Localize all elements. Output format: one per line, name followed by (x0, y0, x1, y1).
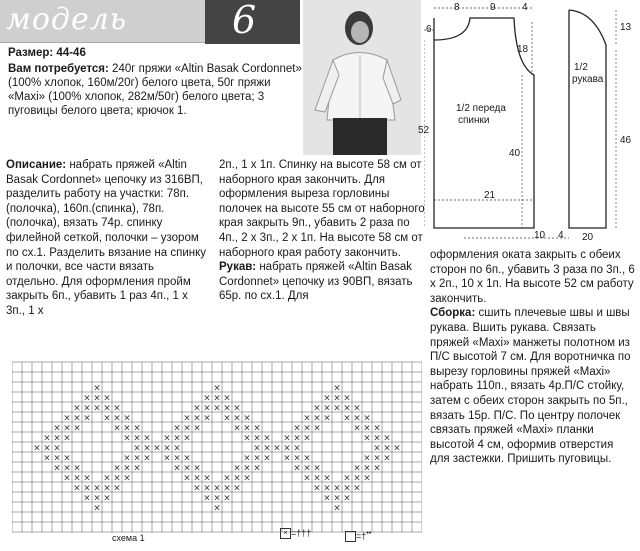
chart-cross-mark: × (333, 493, 341, 504)
chart-cross-mark: × (63, 423, 71, 434)
dim-40: 40 (509, 148, 521, 159)
chart-cross-mark: × (83, 483, 91, 494)
chart-cross-mark: × (353, 403, 361, 414)
description-column (6, 158, 209, 319)
chart-cross-mark: × (303, 473, 311, 484)
chart-cross-mark: × (323, 483, 331, 494)
chart-cross-mark: × (373, 433, 381, 444)
chart-cross-mark: × (183, 453, 191, 464)
chart-cross-mark: × (203, 483, 211, 494)
chart-cross-mark: × (253, 433, 261, 444)
chart-cross-mark: × (173, 463, 181, 474)
chart-cross-mark: × (273, 443, 281, 454)
chart-cross-mark: × (233, 403, 241, 414)
chart-cross-mark: × (313, 413, 321, 424)
chart-cross-mark: × (253, 453, 261, 464)
chart-cross-mark: × (323, 413, 331, 424)
chart-cross-mark: × (193, 463, 201, 474)
chart-cross-mark: × (183, 473, 191, 484)
model-title: модель (6, 2, 128, 37)
chart-cross-mark: × (303, 463, 311, 474)
chart-cross-mark: × (173, 453, 181, 464)
chart-cross-mark: × (93, 383, 101, 394)
chart-cross-mark: × (363, 433, 371, 444)
chart-cross-mark: × (83, 393, 91, 404)
chart-cross-mark: × (203, 413, 211, 424)
chart-cross-mark: × (63, 433, 71, 444)
chart-cross-mark: × (213, 383, 221, 394)
chart-cross-mark: × (53, 423, 61, 434)
chart-cross-mark: × (263, 453, 271, 464)
chart-cross-mark: × (343, 403, 351, 414)
chart-cross-mark: × (133, 443, 141, 454)
chart-cross-mark: × (183, 433, 191, 444)
size-line: Размер: 44-46 (8, 47, 86, 59)
chart-cross-mark: × (193, 423, 201, 434)
chart-cross-mark: × (383, 453, 391, 464)
body-label-2: спинки (458, 115, 490, 126)
chart-cross-mark: × (353, 463, 361, 474)
chart-cross-mark: × (113, 483, 121, 494)
chart-cross-mark: × (363, 463, 371, 474)
chart-cross-mark: × (113, 403, 121, 414)
chart-caption: схема 1 (112, 533, 145, 543)
chart-cross-mark: × (113, 423, 121, 434)
sleeve-label-1: 1/2 (574, 62, 588, 73)
chart-cross-mark: × (243, 413, 251, 424)
body-label-1: 1/2 переда (456, 103, 506, 114)
chart-cross-mark: × (73, 483, 81, 494)
sleeve-text: набрать пряжей «Altin Basak Cordonnet» цепочку из 90ВП, вязать 65р. по сх.1. Для (219, 261, 413, 303)
chart-cross-mark: × (43, 443, 51, 454)
chart-cross-mark: × (123, 433, 131, 444)
chart-cross-mark: × (353, 473, 361, 484)
chart-cross-mark: × (293, 463, 301, 474)
chart-cross-mark: × (193, 473, 201, 484)
chart-cross-mark: × (343, 413, 351, 424)
dim-21: 21 (484, 190, 496, 201)
chart-cross-mark: × (373, 453, 381, 464)
chart-cross-mark: × (93, 393, 101, 404)
chart-cross-mark: × (323, 493, 331, 504)
chart-cross-mark: × (253, 423, 261, 434)
chart-cross-mark: × (233, 413, 241, 424)
chart-cross-mark: × (323, 393, 331, 404)
chart-cross-mark: × (313, 483, 321, 494)
chart-cross-mark: × (233, 463, 241, 474)
dim-20: 20 (582, 232, 594, 243)
chart-cross-mark: × (163, 453, 171, 464)
chart-cross-mark: × (373, 443, 381, 454)
chart-cross-mark: × (353, 423, 361, 434)
chart-cross-mark: × (193, 483, 201, 494)
chart-cross-mark: × (243, 453, 251, 464)
chart-cross-mark: × (333, 403, 341, 414)
chart-cross-mark: × (73, 403, 81, 414)
chart-cross-mark: × (143, 443, 151, 454)
chart-cross-mark: × (43, 433, 51, 444)
middle-text: 2п., 1 х 1п. Спинку на высоте 58 см от наборного края закончить. Для оформления выреза горловины полочек на высоте 55 см от наборного края закрыть 9п., убавить 2 раза по 4п., 2 х 3п., 2 х 1п. На высоте 58 см от наборного края работу закончить. (219, 159, 425, 259)
chart-cross-mark: × (133, 463, 141, 474)
legend-empty-icon (345, 531, 356, 542)
chart-cross-mark: × (63, 463, 71, 474)
chart-cross-mark: × (143, 453, 151, 464)
chart-cross-mark: × (213, 483, 221, 494)
chart-cross-mark: × (173, 443, 181, 454)
chart-cross-mark: × (233, 483, 241, 494)
chart-cross-mark: × (333, 483, 341, 494)
chart-cross-mark: × (303, 413, 311, 424)
chart-cross-mark: × (213, 403, 221, 414)
chart-cross-mark: × (323, 403, 331, 414)
chart-cross-mark: × (233, 473, 241, 484)
chart-cross-mark: × (133, 433, 141, 444)
chart-cross-mark: × (263, 433, 271, 444)
legend-cross-text: =††† (291, 528, 312, 538)
chart-cross-mark: × (73, 423, 81, 434)
chart-cross-mark: × (383, 433, 391, 444)
chart-cross-mark: × (33, 443, 41, 454)
right-column (430, 248, 636, 467)
model-number: 6 (232, 0, 257, 42)
chart-cross-mark: × (243, 463, 251, 474)
legend-empty (345, 528, 372, 542)
chart-cross-mark: × (113, 413, 121, 424)
chart-cross-mark: × (223, 403, 231, 414)
chart-cross-mark: × (213, 503, 221, 514)
chart-cross-mark: × (173, 423, 181, 434)
description-label: Описание: (6, 159, 67, 171)
chart-cross-mark: × (193, 403, 201, 414)
materials-label: Вам потребуется: (8, 63, 109, 75)
chart-cross-mark: × (143, 433, 151, 444)
chart-cross-mark: × (333, 393, 341, 404)
chart-cross-mark: × (313, 473, 321, 484)
chart-cross-mark: × (103, 413, 111, 424)
chart-cross-mark: × (333, 503, 341, 514)
chart-cross-mark: × (103, 493, 111, 504)
middle-column (219, 158, 426, 304)
chart-cross-mark: × (63, 473, 71, 484)
chart-cross-mark: × (343, 393, 351, 404)
dim-6: 6 (426, 24, 432, 35)
chart-cross-mark: × (133, 423, 141, 434)
chart-cross-mark: × (203, 393, 211, 404)
pattern-schematic (418, 0, 640, 245)
dim-46: 46 (620, 135, 632, 146)
chart-cross-mark: × (393, 443, 401, 454)
chart-cross-mark: × (263, 443, 271, 454)
chart-cross-mark: × (83, 413, 91, 424)
chart-cross-mark: × (93, 483, 101, 494)
legend-empty-text: =† (356, 531, 367, 541)
dim-8: 8 (454, 2, 460, 13)
chart-cross-mark: × (73, 473, 81, 484)
chart-cross-mark: × (203, 403, 211, 414)
chart-cross-mark: × (113, 473, 121, 484)
dim-13: 13 (620, 22, 632, 33)
materials-paragraph (8, 62, 303, 118)
chart-cross-mark: × (63, 453, 71, 464)
chart-cross-mark: × (323, 473, 331, 484)
chart-cross-mark: × (173, 433, 181, 444)
chart-cross-mark: × (343, 473, 351, 484)
chart-cross-mark: × (243, 473, 251, 484)
chart-cross-mark: × (73, 413, 81, 424)
chart-cross-mark: × (333, 383, 341, 394)
chart-cross-mark: × (373, 423, 381, 434)
chart-cross-mark: × (313, 403, 321, 414)
legend-empty-sup: •• (366, 528, 372, 537)
chart-cross-mark: × (163, 433, 171, 444)
chart-cross-mark: × (123, 423, 131, 434)
chart-cross-mark: × (293, 453, 301, 464)
chart-cross-mark: × (103, 473, 111, 484)
chart-cross-mark: × (163, 443, 171, 454)
chart-cross-mark: × (293, 433, 301, 444)
dim-52: 52 (418, 125, 430, 136)
chart-cross-mark: × (203, 473, 211, 484)
chart-cross-mark: × (233, 423, 241, 434)
sleeve-label-2: рукава (572, 74, 604, 85)
chart-cross-mark: × (53, 463, 61, 474)
chart-cross-mark: × (53, 433, 61, 444)
chart-cross-mark: × (83, 473, 91, 484)
chart-cross-mark: × (223, 493, 231, 504)
dim-18: 18 (517, 44, 529, 55)
chart-cross-mark: × (73, 463, 81, 474)
chart-cross-mark: × (183, 423, 191, 434)
chart-cross-mark: × (313, 463, 321, 474)
chart-cross-mark: × (363, 423, 371, 434)
chart-cross-mark: × (83, 493, 91, 504)
pattern-schematic-drawing (424, 0, 640, 245)
chart-cross-mark: × (63, 413, 71, 424)
chart-cross-mark: × (183, 463, 191, 474)
chart-cross-mark: × (113, 463, 121, 474)
materials-text: 240г пряжи «Altin Basak Cordonnet» (100% хлопок, 160м/20г) белого цвета, 50г пряжи «Maxi» (100% хлопок, 282м/50г) белого цвета; 3 пуговицы белого цвета; крючок 1. (8, 63, 302, 117)
chart-cross-mark: × (363, 413, 371, 424)
chart-cross-mark: × (223, 393, 231, 404)
chart-cross-mark: × (93, 493, 101, 504)
chart-cross-mark: × (283, 443, 291, 454)
chart-cross-mark: × (223, 473, 231, 484)
chart-cross-mark: × (293, 423, 301, 434)
chart-cross-mark: × (43, 453, 51, 464)
chart-cross-mark: × (353, 483, 361, 494)
chart-cross-mark: × (83, 403, 91, 414)
chart-cross-mark: × (383, 443, 391, 454)
chart-cross-mark: × (123, 463, 131, 474)
chart-cross-mark: × (223, 483, 231, 494)
chart-cross-mark: × (313, 423, 321, 434)
chart-cross-mark: × (53, 453, 61, 464)
chart-cross-mark: × (203, 493, 211, 504)
sleeve-label: Рукав: (219, 261, 257, 274)
chart-cross-mark: × (303, 423, 311, 434)
chart-cross-mark: × (153, 443, 161, 454)
legend-cross (280, 528, 311, 539)
chart-cross-mark: × (133, 453, 141, 464)
chart-cross-mark: × (53, 443, 61, 454)
chart-cross-mark: × (373, 463, 381, 474)
chart-cross-mark: × (103, 393, 111, 404)
chart-cross-mark: × (123, 453, 131, 464)
dim-4b: 4 (558, 230, 564, 241)
chart-cross-mark: × (353, 413, 361, 424)
chart-cross-mark: × (293, 443, 301, 454)
chart-cross-mark: × (253, 463, 261, 474)
dim-10: 10 (534, 230, 546, 241)
legend-cross-icon: × (280, 528, 291, 539)
chart-cross-mark: × (183, 413, 191, 424)
dim-4: 4 (522, 2, 528, 13)
chart-cross-mark: × (343, 493, 351, 504)
chart-cross-mark: × (193, 413, 201, 424)
crochet-chart (12, 360, 422, 535)
chart-cross-mark: × (103, 483, 111, 494)
chart-cross-mark: × (303, 433, 311, 444)
chart-cross-mark: × (303, 453, 311, 464)
dim-9: 9 (490, 2, 496, 13)
chart-cross-mark: × (103, 403, 111, 414)
model-photo (303, 0, 421, 155)
chart-cross-mark: × (213, 393, 221, 404)
chart-cross-mark: × (283, 453, 291, 464)
chart-cross-mark: × (343, 483, 351, 494)
assembly-text: сшить плечевые швы и швы рукава. Вшить рукава. Связать пряжей «Maxi» манжеты полотном из П/С высотой 7 см. Для воротничка по вырезу горловины пряжей «Maxi» набрать 110п., вязать 4р.П/С стойку, затем с обеих сторон закрыть по 5п., вязать 15р. П/С. По центру полочек связать пряжей «Maxi» планки высотой 4 см, оформив отверстия для застежки. Пришить пуговицы. (430, 307, 631, 466)
chart-cross-mark: × (123, 413, 131, 424)
chart-cross-mark: × (283, 433, 291, 444)
chart-cross-mark: × (363, 453, 371, 464)
right-text: оформления оката закрыть с обеих сторон по 6п., убавить 3 раза по 3п., 6 х 2п., 10 х 1п. На высоте 52 см работу закончить. (430, 249, 635, 305)
chart-cross-mark: × (123, 473, 131, 484)
chart-cross-mark: × (363, 473, 371, 484)
description-text: набрать пряжей «Altin Basak Cordonnet» цепочку из 316ВП, разделить работу на участки: 78п.(полочка), 160п.(спинка), 78п.(полочка), вязать 74р. спинку филейной сеткой, полочки – узором по сх.1. Разделить вязание на спинку и полочки, все части вязать отдельно. Для оформления пройм закрыть 6п., убавить 1 раз 4п., 1 х 3п., 1 х (6, 159, 207, 317)
model-photo-illustration (303, 0, 421, 155)
chart-cross-mark: × (93, 503, 101, 514)
chart-cross-mark: × (243, 423, 251, 434)
crochet-chart-grid (12, 360, 422, 535)
assembly-label: Сборка: (430, 307, 476, 320)
chart-cross-mark: × (243, 433, 251, 444)
chart-cross-mark: × (213, 493, 221, 504)
chart-cross-mark: × (253, 443, 261, 454)
chart-cross-mark: × (223, 413, 231, 424)
chart-cross-mark: × (93, 403, 101, 414)
